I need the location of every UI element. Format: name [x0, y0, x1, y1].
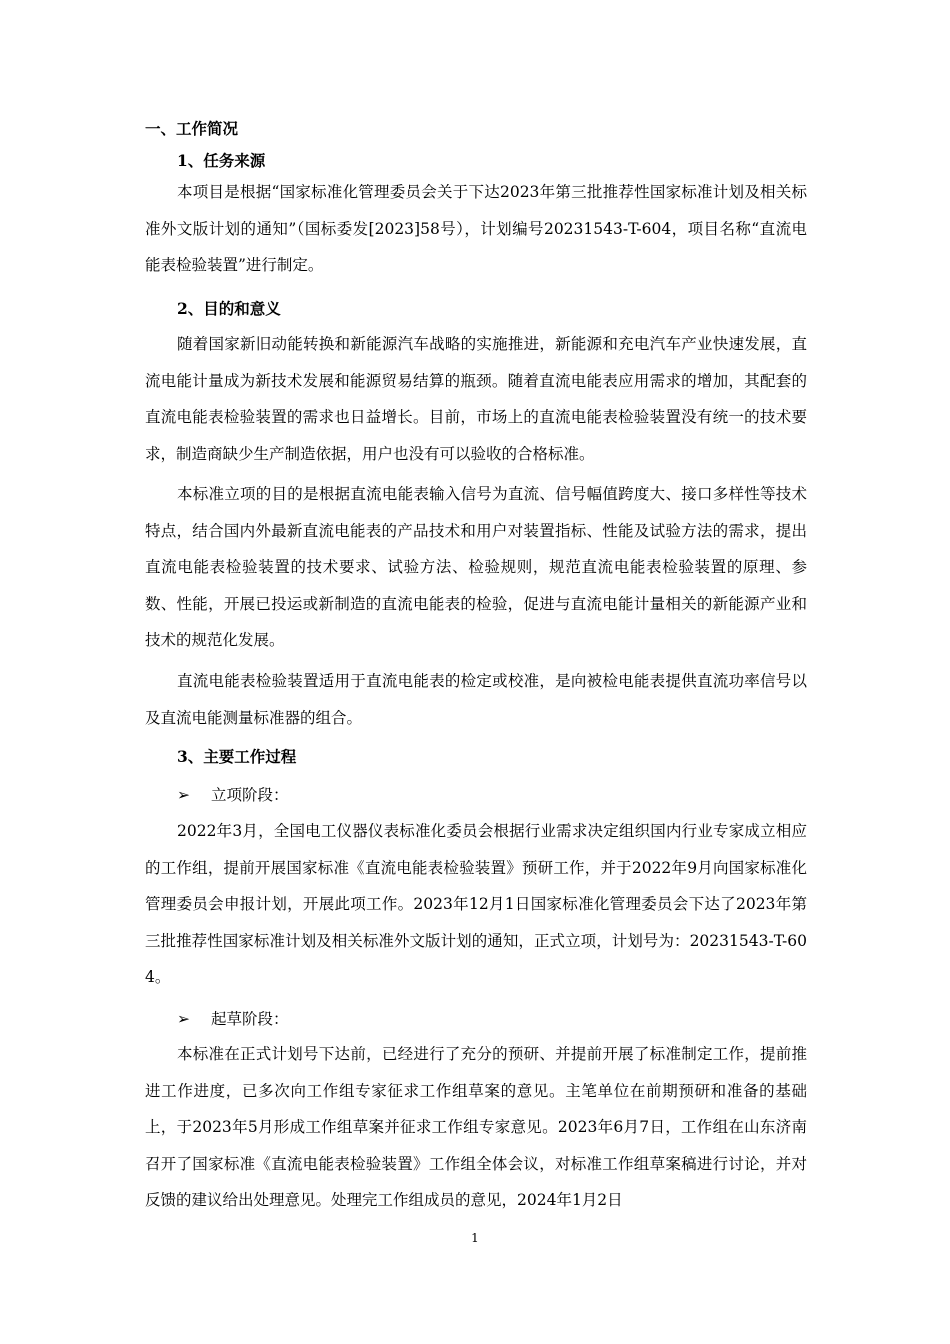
- paragraph-purpose-2: 本标准立项的目的是根据直流电能表输入信号为直流、信号幅值跨度大、接口多样性等技术特点，结合国内外最新直流电能表的产品技术和用户对装置指标、性能及试验方法的需求，提出直流电能表检验装置的技术要求、试验方法、检验规则，规范直流电能表检验装置的原理、参数、性能，开展已投运或新制造的直流电能表的检验，促进与直流电能计量相关的新能源产业和技术的规范化发展。: [145, 485, 807, 649]
- subsection-heading-task-source: 1、任务来源: [177, 151, 266, 170]
- paragraph-initiation: 2022年3月，全国电工仪器仪表标准化委员会根据行业需求决定组织国内行业专家成立相应的工作组，提前开展国家标准《直流电能表检验装置》预研工作，并于2022年9月向国家标准化管理委员会申报计划，开展此项工作。2023年12月1日国家标准化管理委员会下达了2023年第三批推荐性国家标准计划及相关标准外文版计划的通知，正式立项，计划号为：20231543-T-604。: [145, 822, 807, 986]
- paragraph-purpose-1: 随着国家新旧动能转换和新能源汽车战略的实施推进，新能源和充电汽车产业快速发展，直流电能计量成为新技术发展和能源贸易结算的瓶颈。随着直流电能表应用需求的增加，其配套的直流电能表检验装置的需求也日益增长。目前，市场上的直流电能表检验装置没有统一的技术要求，制造商缺少生产制造依据，用户也没有可以验收的合格标准。: [145, 335, 807, 463]
- stage-item-initiation: [177, 784, 289, 806]
- subsection-heading-work-process: 3、主要工作过程: [177, 747, 297, 766]
- paragraph-purpose-3: 直流电能表检验装置适用于直流电能表的检定或校准，是向被检电能表提供直流功率信号以及直流电能测量标准器的组合。: [145, 672, 807, 727]
- stage-label: 立项阶段：: [211, 786, 289, 804]
- arrow-bullet-icon: ➢: [177, 786, 190, 804]
- subsection-heading-purpose: 2、目的和意义: [177, 299, 281, 318]
- stage-label: 起草阶段：: [211, 1010, 289, 1028]
- section-heading: 一、工作简况: [145, 119, 239, 138]
- stage-item-drafting: [177, 1008, 289, 1030]
- paragraph-task-source: 本项目是根据“国家标准化管理委员会关于下达2023年第三批推荐性国家标准计划及相关标准外文版计划的通知”（国标委发[2023]58号），计划编号20231543-T-604，项目名称“直流电能表检验装置”进行制定。: [145, 183, 807, 274]
- arrow-bullet-icon: ➢: [177, 1010, 190, 1028]
- page-number: 1: [471, 1231, 479, 1245]
- paragraph-drafting: 本标准在正式计划号下达前，已经进行了充分的预研、并提前开展了标准制定工作，提前推进工作进度，已多次向工作组专家征求工作组草案的意见。主笔单位在前期预研和准备的基础上，于2023年5月形成工作组草案并征求工作组专家意见。2023年6月7日，工作组在山东济南召开了国家标准《直流电能表检验装置》工作组全体会议，对标准工作组草案稿进行讨论，并对反馈的建议给出处理意见。处理完工作组成员的意见，2024年1月2日: [145, 1045, 807, 1209]
